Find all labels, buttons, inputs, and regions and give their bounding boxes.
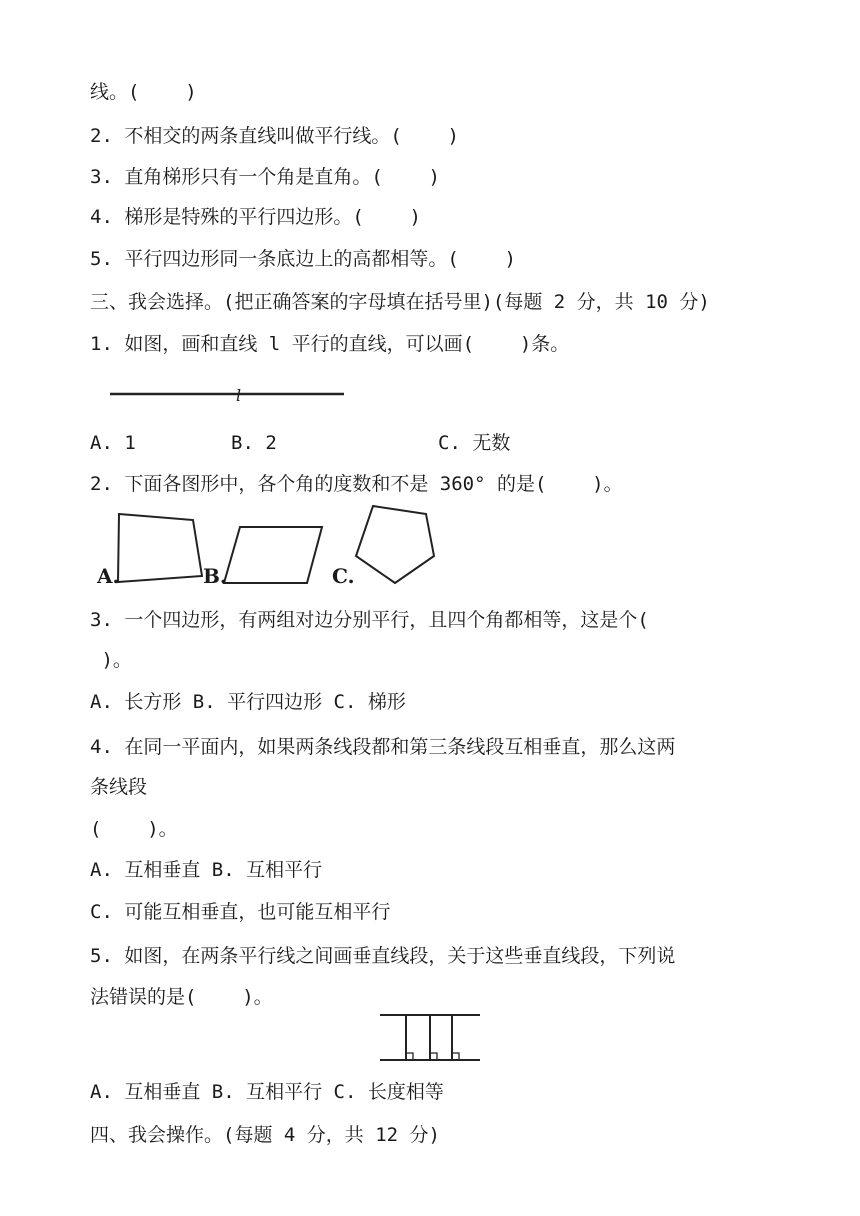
q2-shape-label-b: B. [203,564,227,588]
q2-shapes-figure [90,498,450,590]
section-3-heading: 三、我会选择。(把正确答案的字母填在括号里)(每题 2 分，共 10 分) [90,291,710,313]
mc-question-4-cont: 条线段 [90,776,148,798]
q2-shape-label-a: A. [97,564,120,588]
q5-options: A. 互相垂直 B. 互相平行 C. 长度相等 [90,1081,444,1103]
q1-option-c: C. 无数 [438,432,511,454]
line-continuation: 线。( ) [90,81,197,103]
tf-question-3: 3. 直角梯形只有一个角是直角。( ) [90,166,440,188]
section-4-heading: 四、我会操作。(每题 4 分，共 12 分) [90,1124,440,1146]
q1-option-b: B. 2 [231,432,277,454]
mc-question-1: 1. 如图，画和直线 l 平行的直线，可以画( )条。 [90,333,570,355]
q2-shape-label-c: C. [332,564,355,588]
tf-question-5: 5. 平行四边形同一条底边上的高都相等。( ) [90,248,516,270]
q4-options-2: C. 可能互相垂直，也可能互相平行 [90,901,391,923]
tf-question-4: 4. 梯形是特殊的平行四边形。( ) [90,206,421,228]
mc-question-3-cont: )。 [90,649,132,671]
mc-question-5: 5. 如图，在两条平行线之间画垂直线段，关于这些垂直线段，下列说 [90,945,676,967]
tf-question-2: 2. 不相交的两条直线叫做平行线。( ) [90,125,459,147]
q5-parallel-lines-figure [380,1010,482,1066]
mc-question-4: 4. 在同一平面内，如果两条线段都和第三条线段互相垂直，那么这两 [90,736,676,758]
q3-options: A. 长方形 B. 平行四边形 C. 梯形 [90,691,406,713]
q4-options-1: A. 互相垂直 B. 互相平行 [90,859,323,881]
mc-question-5-cont: 法错误的是( )。 [90,986,273,1008]
q1-line-figure [108,384,248,404]
q1-option-a: A. 1 [90,432,136,454]
mc-question-3: 3. 一个四边形，有两组对边分别平行，且四个角都相等，这是个( [90,609,649,631]
q1-line-label: l [236,386,242,405]
mc-question-4-blank: ( )。 [90,818,178,840]
mc-question-2: 2. 下面各图形中，各个角的度数和不是 360° 的是( )。 [90,473,623,495]
